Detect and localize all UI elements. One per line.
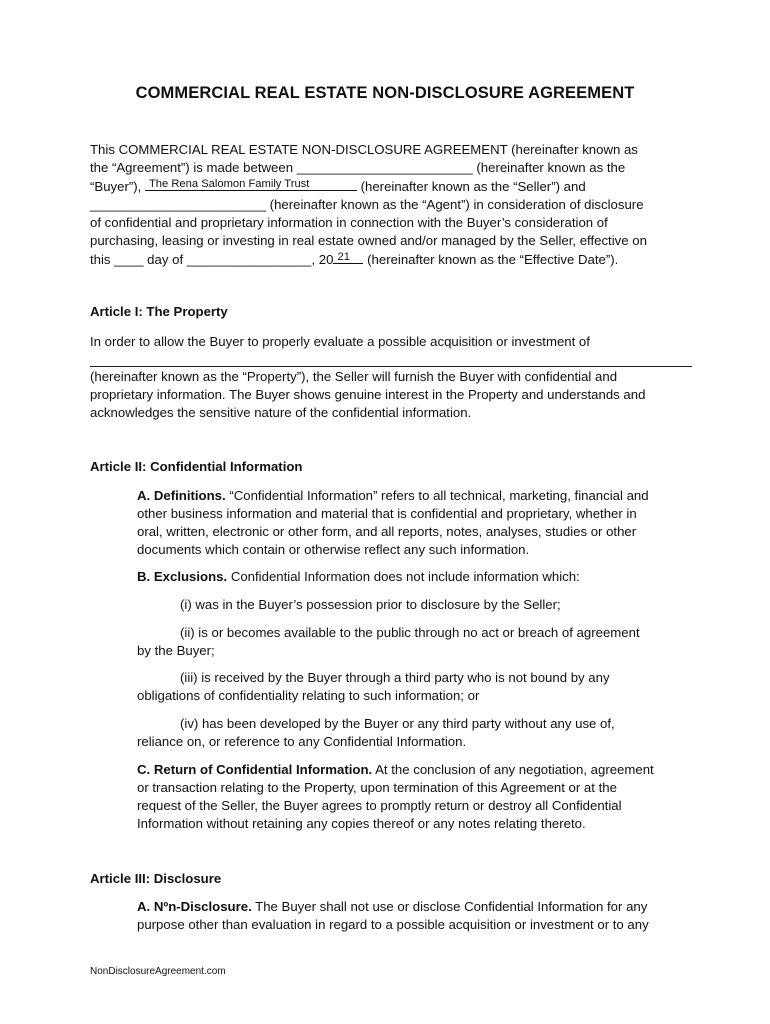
definitions-label: A. Definitions. [137,488,226,503]
return-line-4: Information without retaining any copies thereof or any notes relating thereto. [137,816,586,831]
date-text: this ____ day of _________________, 20 [90,252,334,267]
article-1-line-1 [90,333,690,351]
definitions-line-2: other business information and material that is confidential and proprietary, whether in [137,506,637,521]
non-disclosure-label: A. Nºn-Disclosure. [137,899,252,914]
article-1-text-2: (hereinafter known as the “Property”), the Seller will furnish the Buyer with confidential and [90,369,618,384]
return-line-2: or transaction relating to the Property, upon termination of this Agreement or at the [137,780,617,795]
intro-line-7 [90,250,690,269]
non-disclosure-paragraph [137,898,687,934]
article-1-text-1: In order to allow the Buyer to properly evaluate a possible acquisition or investment of [90,334,590,349]
intro-line-4: ________________________ (hereinafter known as the “Agent”) in consideration of disclosure [90,197,644,212]
seller-name-value: The Rena Salomon Family Trust [148,178,310,190]
non-disclosure-line-1 [137,898,687,916]
buyer-label: “Buyer”), [90,179,145,194]
year-value: 21 [337,251,350,263]
seller-label: (hereinafter known as the “Seller”) and [356,179,586,194]
return-label: C. Return of Confidential Information. [137,762,373,777]
exclusion-iii-text-2: obligations of confidentiality relating to such information; or [137,688,480,703]
effective-date-text: (hereinafter known as the “Effective Date”). [363,252,619,267]
exclusion-ii [137,624,697,660]
return-line-1 [137,761,687,779]
seller-name-field[interactable] [145,177,357,191]
intro-paragraph [90,141,690,269]
intro-line-6: purchasing, leasing or investing in real estate owned and/or managed by the Seller, effective on [90,233,647,248]
exclusion-i [180,596,700,614]
definitions-line-3: oral, written, electronic or other form, and all reports, notes, analyses, studies or other [137,524,637,539]
article-1-text-4: acknowledges the sensitive nature of the confidential information. [90,405,472,420]
definitions-paragraph [137,487,687,559]
exclusion-iv [137,715,697,751]
exclusion-i-text: (i) was in the Buyer’s possession prior to disclosure by the Seller; [180,597,561,612]
exclusion-ii-text-1: (ii) is or becomes available to the public through no act or breach of agreement [180,625,640,640]
return-line-3: request of the Seller, the Buyer agrees to promptly return or destroy all Confidential [137,798,622,813]
non-disclosure-line-2: purpose other than evaluation in regard to a possible acquisition or investment or to any [137,917,649,932]
property-blank-line[interactable] [90,366,692,367]
footer-source: NonDisclosureAgreement.com [90,966,226,977]
non-disclosure-text-1: The Buyer shall not use or disclose Confidential Information for any [251,899,648,914]
return-paragraph [137,761,687,833]
intro-line-2: the “Agreement”) is made between ________________________ (hereinafter known as the [90,160,626,175]
exclusion-iv-text-2: reliance on, or reference to any Confidential Information. [137,734,467,749]
exclusion-ii-text-2: by the Buyer; [137,643,215,658]
intro-line-3 [90,177,690,196]
year-field[interactable] [333,250,363,264]
article-1-paragraph [90,368,690,422]
exclusions-text: Confidential Information does not include information which: [227,569,580,584]
exclusions-line-1 [137,568,687,586]
article-1-heading: Article I: The Property [90,304,228,319]
exclusions-paragraph [137,568,687,586]
return-text-1: At the conclusion of any negotiation, agreement [372,762,654,777]
exclusions-label: B. Exclusions. [137,569,228,584]
article-3-heading: Article III: Disclosure [90,871,222,886]
definitions-line-1 [137,487,687,505]
exclusion-iii [137,669,697,705]
exclusion-iv-text-1: (iv) has been developed by the Buyer or any third party without any use of, [180,716,615,731]
document-title: COMMERCIAL REAL ESTATE NON-DISCLOSURE AGREEMENT [135,84,635,102]
intro-line-5: of confidential and proprietary information in connection with the Buyer’s consideration of [90,215,608,230]
article-2-heading: Article II: Confidential Information [90,459,303,474]
exclusion-iii-text-1: (iii) is received by the Buyer through a third party who is not bound by any [180,670,610,685]
article-1-text-3: proprietary information. The Buyer shows genuine interest in the Property and understands and [90,387,646,402]
definitions-line-4: documents which contain or otherwise reflect any such information. [137,542,530,557]
intro-line-1: This COMMERCIAL REAL ESTATE NON-DISCLOSURE AGREEMENT (hereinafter known as [90,142,638,157]
definitions-text-1: “Confidential Information” refers to all technical, marketing, financial and [225,488,649,503]
